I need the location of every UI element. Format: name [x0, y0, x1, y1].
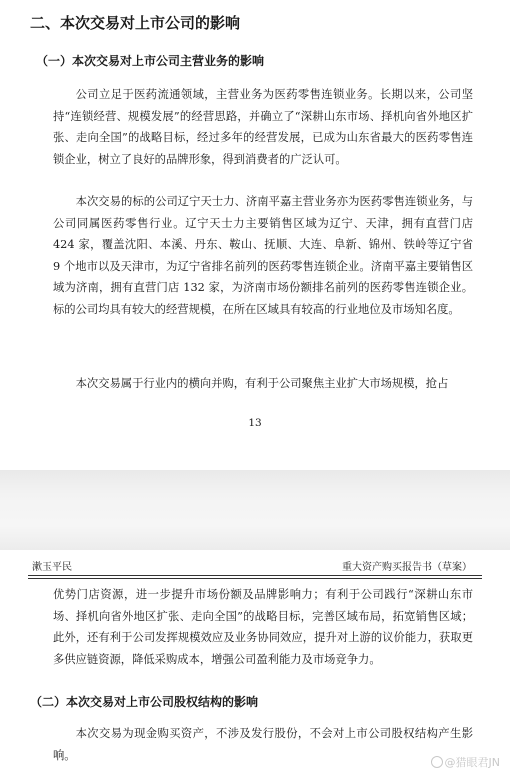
document-page-14 — [0, 550, 510, 782]
page-number: 13 — [248, 417, 262, 429]
paragraph-2: 本次交易的标的公司辽宁天士力、济南平嘉主营业务亦为医药零售连锁业务，与公司同属医药零售行业。辽宁天士力主要销售区域为辽宁、天津，拥有直营门店 424 家，覆盖沈阳、本溪、丹东、鞍山、抚顺、大连、阜新、锦州、铁岭等辽宁省 9 个地市以及天津市，为辽宁省排名前列的医药零售连锁企业。济南平嘉主要销售区域为济南，拥有直营门店 132 家，为济南市场份额排名前列的医药零售连锁企业。标的公司均具有较大的经营规模，在所在区域具有较高的行业地位及市场知名度。 — [53, 195, 473, 316]
watermark — [431, 754, 500, 770]
watermark-text: @猎眼君JN — [444, 756, 500, 769]
subsection-heading-2: （二）本次交易对上市公司股权结构的影响 — [30, 695, 259, 709]
header-rule — [28, 575, 482, 576]
header-document-title: 重大资产购买报告书（草案） — [342, 562, 472, 573]
paragraph-3: 本次交易属于行业内的横向并购，有利于公司聚焦主业扩大市场规模，抢占 — [75, 377, 449, 390]
subsection-heading-1: （一）本次交易对上市公司主营业务的影响 — [36, 54, 265, 68]
page-gap — [0, 470, 510, 550]
paragraph-continued: 优势门店资源，进一步提升市场份额及品牌影响力；有利于公司践行“深耕山东市场、择机向省外地区扩张、走向全国”的战略目标，完善区域布局，拓宽销售区域；此外，还有利于公司发挥规模效应及业务协同效应，提升对上游的议价能力，获取更多供应链资源，降低采购成本，增强公司盈利能力及市场竞争力。 — [53, 588, 473, 666]
watermark-icon — [431, 756, 443, 768]
paragraph-4: 本次交易为现金购买资产，不涉及发行股份，不会对上市公司股权结构产生影响。 — [53, 727, 473, 762]
paragraph-1: 公司立足于医药流通领域，主营业务为医药零售连锁业务。长期以来，公司坚持“连锁经营、规模发展”的经营思路，并确立了“深耕山东市场、择机向省外地区扩张、走向全国”的战略目标，经过多年的经营发展，已成为山东省最大的医药零售连锁企业，树立了良好的品牌形象，得到消费者的广泛认可。 — [53, 88, 473, 166]
header-rule-thin — [28, 578, 482, 579]
section-heading: 二、本次交易对上市公司的影响 — [30, 14, 241, 32]
header-company-name: 漱玉平民 — [32, 562, 72, 573]
